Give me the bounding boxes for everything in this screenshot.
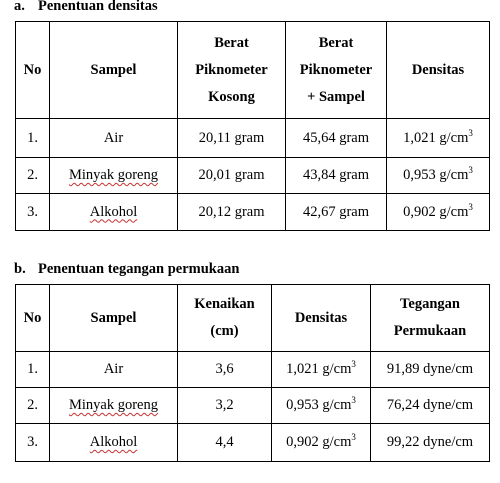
header-berat-kosong <box>178 22 286 119</box>
unit-exponent: 3 <box>351 395 356 405</box>
row-no: 3. <box>16 194 50 231</box>
header-berat-kosong-line3: Kosong <box>208 88 255 105</box>
surface-tension-header-row <box>16 285 490 352</box>
unit-exponent: 3 <box>468 201 473 212</box>
row-no: 3. <box>16 424 50 462</box>
sample-name: Alkohol <box>89 434 138 450</box>
row-kosong: 20,12 gram <box>178 194 286 231</box>
header-berat-kosong-line1: Berat <box>214 34 249 51</box>
header-densitas: Densitas <box>272 285 371 352</box>
row-no: 2. <box>16 158 50 194</box>
row-densitas <box>272 388 371 424</box>
unit-exponent: 3 <box>351 359 356 369</box>
header-tegangan <box>371 285 490 352</box>
row-sampel <box>50 388 178 424</box>
header-densitas: Densitas <box>387 22 490 119</box>
row-kosong: 20,11 gram <box>178 119 286 158</box>
row-tegangan: 99,22 dyne/cm <box>371 424 490 462</box>
row-kenaikan: 3,2 <box>178 388 272 424</box>
unit-exponent: 3 <box>468 127 473 138</box>
sample-name: Minyak goreng <box>69 167 158 183</box>
row-isi: 42,67 gram <box>286 194 387 231</box>
row-no: 2. <box>16 388 50 424</box>
row-densitas <box>272 352 371 388</box>
row-no: 1. <box>16 352 50 388</box>
section-a-heading <box>14 0 158 14</box>
header-no: No <box>16 285 50 352</box>
table-row <box>16 119 490 158</box>
density-value: 0,902 g/cm <box>403 203 469 220</box>
section-b-label: b. <box>14 261 26 277</box>
row-densitas <box>387 194 490 231</box>
row-densitas <box>387 158 490 194</box>
header-no: No <box>16 22 50 119</box>
sample-name: Air <box>103 129 124 146</box>
density-value: 0,902 g/cm <box>286 434 352 450</box>
section-a-title: Penentuan densitas <box>38 0 158 14</box>
row-isi: 45,64 gram <box>286 119 387 158</box>
header-kenaikan <box>178 285 272 352</box>
density-table <box>15 21 490 231</box>
row-densitas <box>387 119 490 158</box>
section-b-heading <box>14 261 239 277</box>
row-tegangan: 91,89 dyne/cm <box>371 352 490 388</box>
table-row <box>16 424 490 462</box>
surface-tension-table <box>15 284 490 462</box>
row-tegangan: 76,24 dyne/cm <box>371 388 490 424</box>
section-a-label: a. <box>14 0 25 14</box>
row-kenaikan: 3,6 <box>178 352 272 388</box>
header-berat-isi-line1: Berat <box>318 34 354 51</box>
table-row <box>16 194 490 231</box>
header-berat-isi-line2: Piknometer <box>299 61 373 78</box>
row-no: 1. <box>16 119 50 158</box>
row-isi: 43,84 gram <box>286 158 387 194</box>
density-header-row <box>16 22 490 119</box>
table-row <box>16 158 490 194</box>
sample-name: Air <box>103 361 124 377</box>
row-sampel <box>50 424 178 462</box>
header-tegangan-line1: Tegangan <box>400 296 460 312</box>
row-sampel <box>50 352 178 388</box>
header-berat-isi-line3: + Sampel <box>307 88 365 105</box>
unit-exponent: 3 <box>351 432 356 442</box>
header-berat-kosong-line2: Piknometer <box>195 61 268 78</box>
row-kosong: 20,01 gram <box>178 158 286 194</box>
sample-name: Minyak goreng <box>69 397 158 413</box>
header-berat-isi <box>286 22 387 119</box>
row-kenaikan: 4,4 <box>178 424 272 462</box>
row-sampel <box>50 158 178 194</box>
row-sampel <box>50 194 178 231</box>
table-row <box>16 352 490 388</box>
row-sampel <box>50 119 178 158</box>
density-value: 1,021 g/cm <box>403 129 469 146</box>
header-sampel: Sampel <box>50 285 178 352</box>
header-kenaikan-line2: (cm) <box>210 323 239 339</box>
header-sampel: Sampel <box>50 22 178 119</box>
header-kenaikan-line1: Kenaikan <box>194 296 255 312</box>
section-b-title: Penentuan tegangan permukaan <box>38 261 240 277</box>
density-value: 1,021 g/cm <box>286 361 352 377</box>
unit-exponent: 3 <box>468 165 473 175</box>
density-value: 0,953 g/cm <box>286 397 352 413</box>
row-densitas <box>272 424 371 462</box>
density-value: 0,953 g/cm <box>403 167 469 183</box>
table-row <box>16 388 490 424</box>
header-tegangan-line2: Permukaan <box>393 323 467 339</box>
sample-name: Alkohol <box>89 203 138 220</box>
